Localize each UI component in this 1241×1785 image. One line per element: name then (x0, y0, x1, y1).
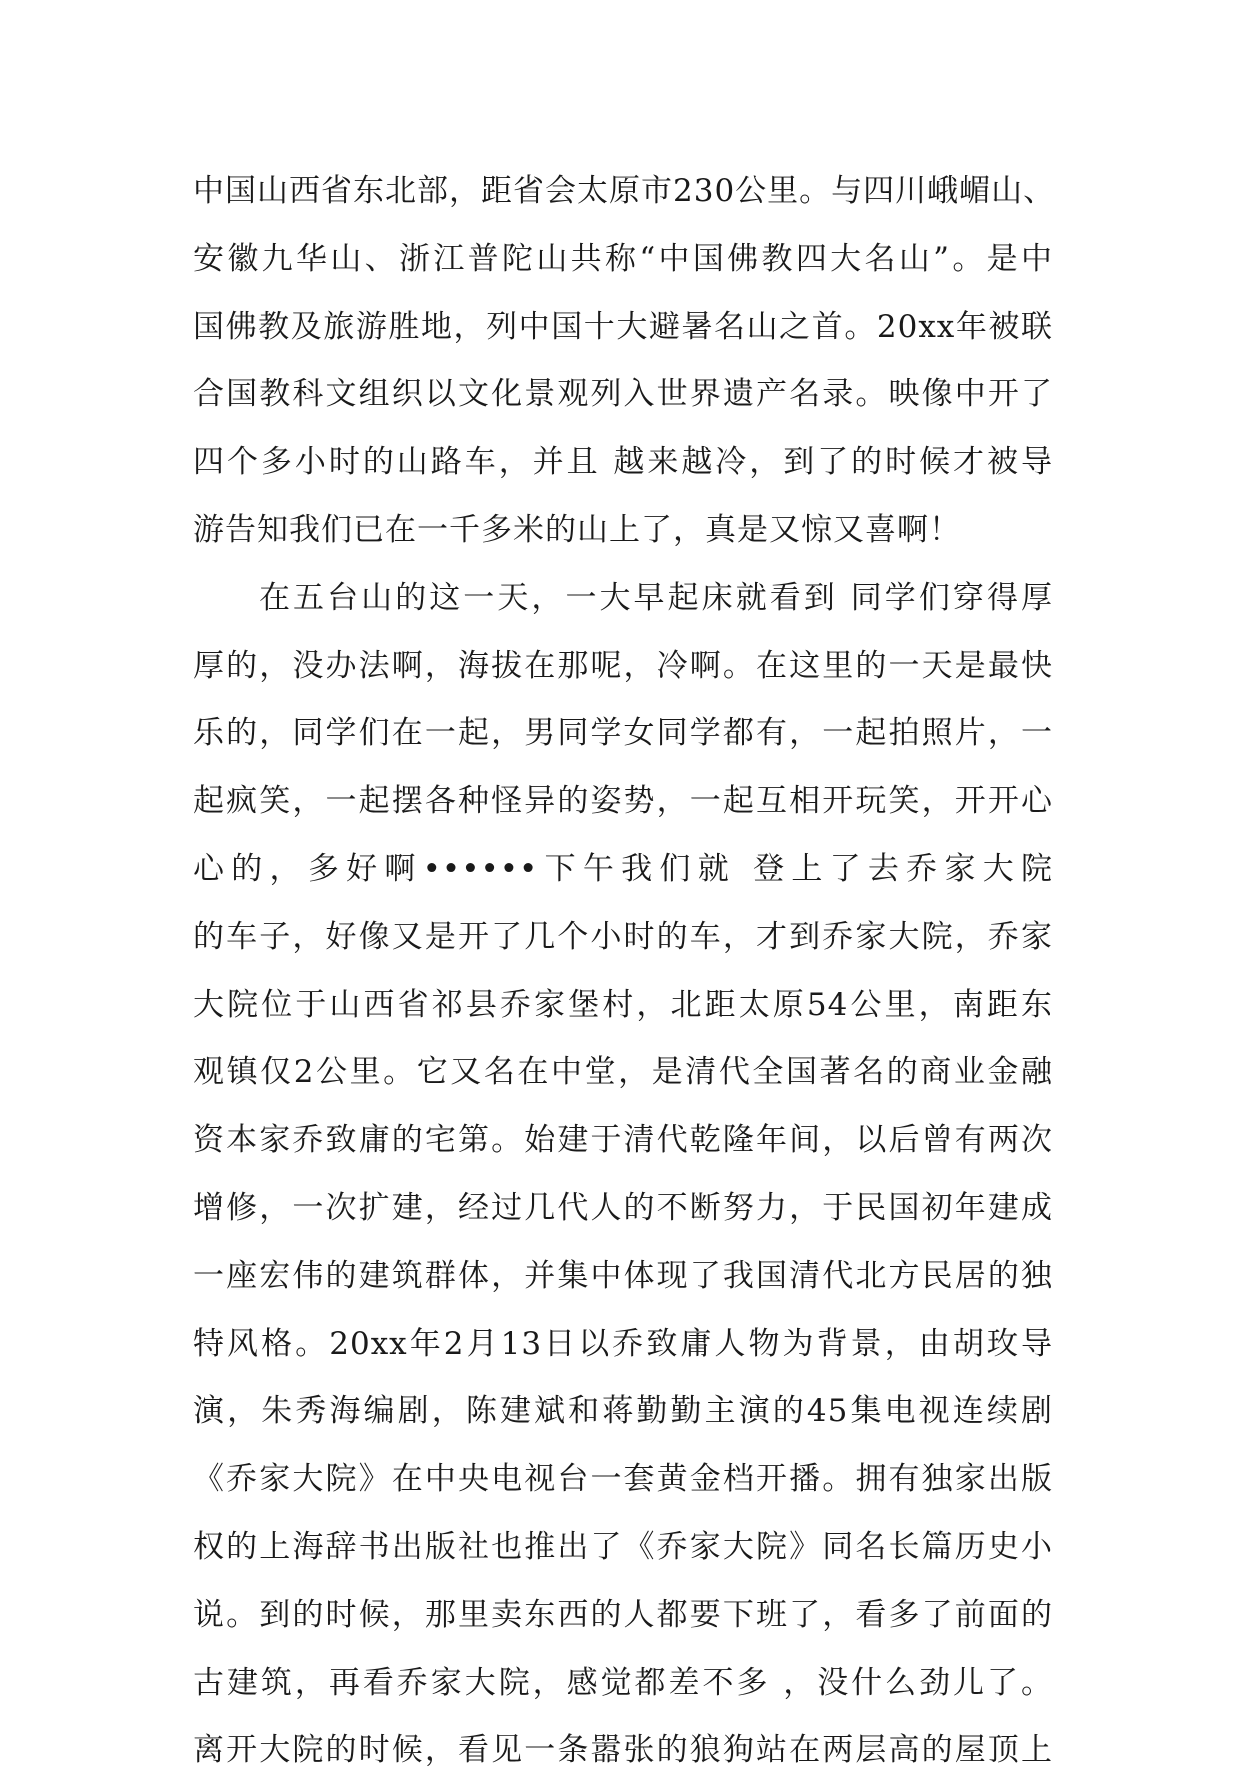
text-line: 大院位于山西省祁县乔家堡村，北距太原54公里，南距东 (193, 986, 1053, 1023)
text-line: 特风格。20xx年2月13日以乔致庸人物为背景，由胡玫导 (193, 1325, 1053, 1362)
text-line: 四个多小时的山路车，并且 越来越冷，到了的时候才被导 (193, 444, 1053, 481)
text-line: 合国教科文组织以文化景观列入世界遗产名录。映像中开了 (193, 376, 1053, 413)
text-line: 古建筑，再看乔家大院，感觉都差不多 ，没什么劲儿了。 (193, 1664, 1053, 1701)
text-line: 权的上海辞书出版社也推出了《乔家大院》同名长篇历史小 (193, 1528, 1053, 1565)
text-line: 演，朱秀海编剧，陈建斌和蒋勤勤主演的45集电视连续剧 (193, 1393, 1053, 1430)
text-line: 游告知我们已在一千多米的山上了，真是又惊又喜啊！ (193, 511, 961, 548)
text-line: 说。到的时候，那里卖东西的人都要下班了，看多了前面的 (193, 1596, 1053, 1633)
text-line: 安徽九华山、浙江普陀山共称“中国佛教四大名山”。是中 (193, 240, 1053, 277)
text-line: 离开大院的时候，看见一条嚣张的狼狗站在两层高的屋顶上 (193, 1732, 1053, 1769)
text-line: 起疯笑，一起摆各种怪异的姿势，一起互相开玩笑，开开心 (193, 783, 1053, 820)
paragraph-first-line: 在五台山的这一天，一大早起床就看到 同学们穿得厚 (259, 579, 1053, 616)
text-line: 的车子，好像又是开了几个小时的车，才到乔家大院，乔家 (193, 918, 1053, 955)
text-line: 心的，多好啊••••••下午我们就 登上了去乔家大院 (193, 850, 1053, 887)
text-line: 一座宏伟的建筑群体，并集中体现了我国清代北方民居的独 (193, 1257, 1053, 1294)
text-line: 乐的，同学们在一起，男同学女同学都有，一起拍照片，一 (193, 715, 1053, 752)
text-line: 厚的，没办法啊，海拔在那呢，冷啊。在这里的一天是最快 (193, 647, 1053, 684)
text-line: 资本家乔致庸的宅第。始建于清代乾隆年间，以后曾有两次 (193, 1122, 1053, 1159)
body-text (193, 158, 1056, 1785)
text-line: 《乔家大院》在中央电视台一套黄金档开播。拥有独家出版 (193, 1461, 1053, 1498)
text-line: 中国山西省东北部，距省会太原市230公里。与四川峨嵋山、 (193, 173, 1056, 209)
text-line: 国佛教及旅游胜地，列中国十大避暑名山之首。20xx年被联 (193, 308, 1053, 345)
text-line: 观镇仅2公里。它又名在中堂，是清代全国著名的商业金融 (193, 1054, 1053, 1091)
text-line: 增修，一次扩建，经过几代人的不断努力，于民国初年建成 (193, 1189, 1053, 1226)
